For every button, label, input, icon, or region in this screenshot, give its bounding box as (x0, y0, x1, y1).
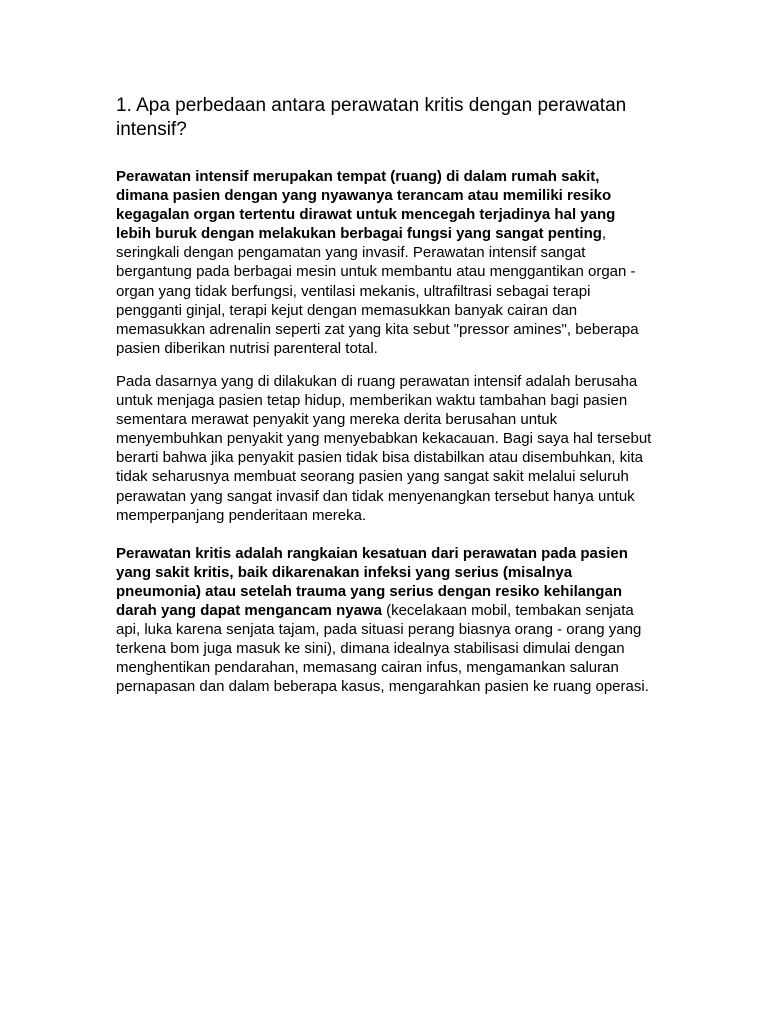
question-heading: 1. Apa perbedaan antara perawatan kritis dengan perawatan intensif? (116, 95, 627, 140)
paragraph-text: , seringkali dengan pengamatan yang invasif. Perawatan intensif sangat bergantung pada berbagai mesin untuk membantu atau menggantikan organ - organ yang tidak berfungsi, ventilasi mekanis, ultrafiltrasi sebagai terapi pengganti ginjal, terapi kejut dengan memasukkan banyak cairan dan memasukkan adrenalin seperti zat yang kita sebut "pressor amines", beberapa pasien diberikan nutrisi parenteral total. (116, 225, 639, 357)
document-page (116, 94, 654, 696)
paragraph-intensive-care-purpose (116, 372, 654, 525)
paragraph-critical-care (116, 544, 654, 697)
paragraph-bold-text: Perawatan kritis adalah rangkaian kesatuan dari perawatan pada pasien yang sakit kritis, baik dikarenakan infeksi yang serius (misalnya pneumonia) atau setelah trauma yang serius dengan resiko kehilangan darah yang dapat mengancam nyawa (116, 544, 628, 619)
paragraph-text: (kecelakaan mobil, tembakan senjata api, luka karena senjata tajam, pada situasi perang biasnya orang - orang yang terkena bom juga masuk ke sini), dimana idealnya stabilisasi dimulai dengan menghentikan pendarahan, memasang cairan infus, mengamankan saluran pernapasan dan dalam beberapa kasus, mengarahkan pasien ke ruang operasi. (116, 601, 649, 696)
paragraph-bold-text: Perawatan intensif merupakan tempat (ruang) di dalam rumah sakit, dimana pasien dengan yang nyawanya terancam atau memiliki resiko kegagalan organ tertentu dirawat untuk mencegah terjadinya hal yang lebih buruk dengan melakukan berbagai fungsi yang sangat penting (116, 168, 616, 243)
paragraph-text: Pada dasarnya yang di dilakukan di ruang perawatan intensif adalah berusaha untuk menjaga pasien tetap hidup, memberikan waktu tambahan bagi pasien sementara merawat penyakit yang mereka derita berusahan untuk menyembuhkan penyakit yang menyebabkan kekacauan. Bagi saya hal tersebut berarti bahwa jika penyakit pasien tidak bisa distabilkan atau disembuhkan, kita tidak seharusnya membuat seorang pasien yang sangat sakit melalui seluruh perawatan yang sangat invasif dan tidak menyenangkan tersebut hanya untuk memperpanjang penderitaan mereka. (116, 372, 652, 524)
paragraph-intensive-care (116, 167, 654, 358)
